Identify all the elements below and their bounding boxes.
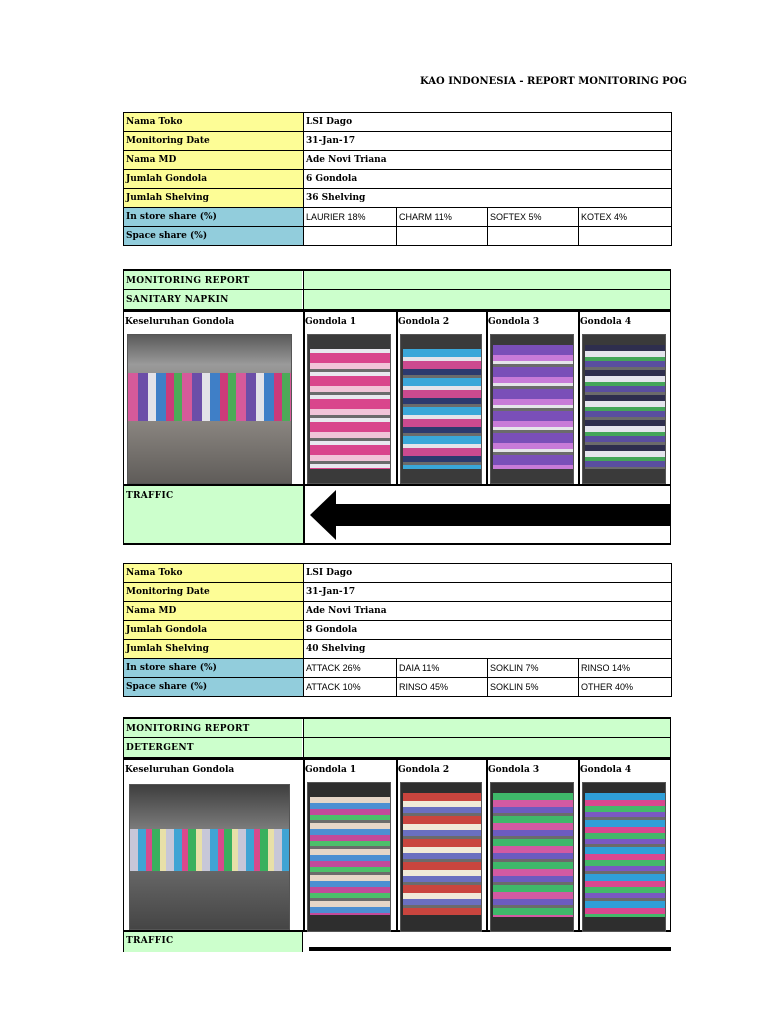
value-nama-toko: LSI Dago [304,113,672,132]
instore-share-cell: SOFTEX 5% [488,208,579,227]
instore-share-cell: CHARM 11% [397,208,488,227]
gondola-3-photo [490,782,574,932]
space-share-cell: ATTACK 10% [304,678,397,697]
label-space-share: Space share (%) [124,678,304,697]
label-space-share: Space share (%) [124,227,304,246]
value-jumlah-gondola: 8 Gondola [304,621,672,640]
col-gondola-2: Gondola 2 [398,765,450,775]
gondola-2-photo [400,782,482,932]
instore-share-cell: LAURIER 18% [304,208,397,227]
space-share-cell [397,227,488,246]
value-nama-md: Ade Novi Triana [304,151,672,170]
value-monitoring-date: 31-Jan-17 [304,583,672,602]
traffic-label: TRAFFIC [126,491,174,501]
label-jumlah-shelving: Jumlah Shelving [124,640,304,659]
space-share-cell [579,227,672,246]
value-jumlah-shelving: 40 Shelving [304,640,672,659]
col-gondola-4: Gondola 4 [580,765,632,775]
label-jumlah-shelving: Jumlah Shelving [124,189,304,208]
monitoring-report-detergent [123,717,671,957]
instore-share-cell: RINSO 14% [579,659,672,678]
store-info-table [123,112,672,246]
col-gondola-3: Gondola 3 [488,765,540,775]
label-monitoring-date: Monitoring Date [124,132,304,151]
label-nama-toko: Nama Toko [124,564,304,583]
space-share-cell: OTHER 40% [579,678,672,697]
gondola-1-photo [307,334,391,484]
store-info-table [123,563,672,697]
gondola-1-photo [307,782,391,932]
label-monitoring-date: Monitoring Date [124,583,304,602]
gondola-3-photo [490,334,574,484]
instore-share-cell: ATTACK 26% [304,659,397,678]
value-nama-toko: LSI Dago [304,564,672,583]
report-title: KAO INDONESIA - REPORT MONITORING POG [420,76,687,87]
label-nama-md: Nama MD [124,602,304,621]
instore-share-cell: DAIA 11% [397,659,488,678]
col-gondola-4: Gondola 4 [580,317,632,327]
monitoring-report-title: MONITORING REPORT [126,724,250,734]
overall-gondola-photo [129,784,290,930]
col-gondola-3: Gondola 3 [488,317,540,327]
traffic-arrow-left-icon [310,490,670,540]
monitoring-report-sanitary [123,269,671,545]
category-label: DETERGENT [126,743,194,753]
gondola-4-photo [582,334,666,484]
label-jumlah-gondola: Jumlah Gondola [124,170,304,189]
label-instore-share: In store share (%) [124,208,304,227]
space-share-cell [488,227,579,246]
instore-share-cell: SOKLIN 7% [488,659,579,678]
overall-gondola-photo [127,334,292,484]
monitoring-report-title: MONITORING REPORT [126,276,250,286]
label-nama-toko: Nama Toko [124,113,304,132]
value-jumlah-gondola: 6 Gondola [304,170,672,189]
category-label: SANITARY NAPKIN [126,295,229,305]
traffic-arrow-line [309,947,671,951]
col-gondola-2: Gondola 2 [398,317,450,327]
gondola-4-photo [582,782,666,932]
col-gondola-1: Gondola 1 [305,765,357,775]
traffic-label: TRAFFIC [126,936,174,946]
col-gondola-1: Gondola 1 [305,317,357,327]
space-share-cell: SOKLIN 5% [488,678,579,697]
space-share-cell: RINSO 45% [397,678,488,697]
col-keseluruhan-gondola: Keseluruhan Gondola [125,765,235,775]
label-nama-md: Nama MD [124,151,304,170]
space-share-cell [304,227,397,246]
value-monitoring-date: 31-Jan-17 [304,132,672,151]
label-instore-share: In store share (%) [124,659,304,678]
label-jumlah-gondola: Jumlah Gondola [124,621,304,640]
col-keseluruhan-gondola: Keseluruhan Gondola [125,317,235,327]
gondola-2-photo [400,334,482,484]
value-jumlah-shelving: 36 Shelving [304,189,672,208]
value-nama-md: Ade Novi Triana [304,602,672,621]
instore-share-cell: KOTEX 4% [579,208,672,227]
